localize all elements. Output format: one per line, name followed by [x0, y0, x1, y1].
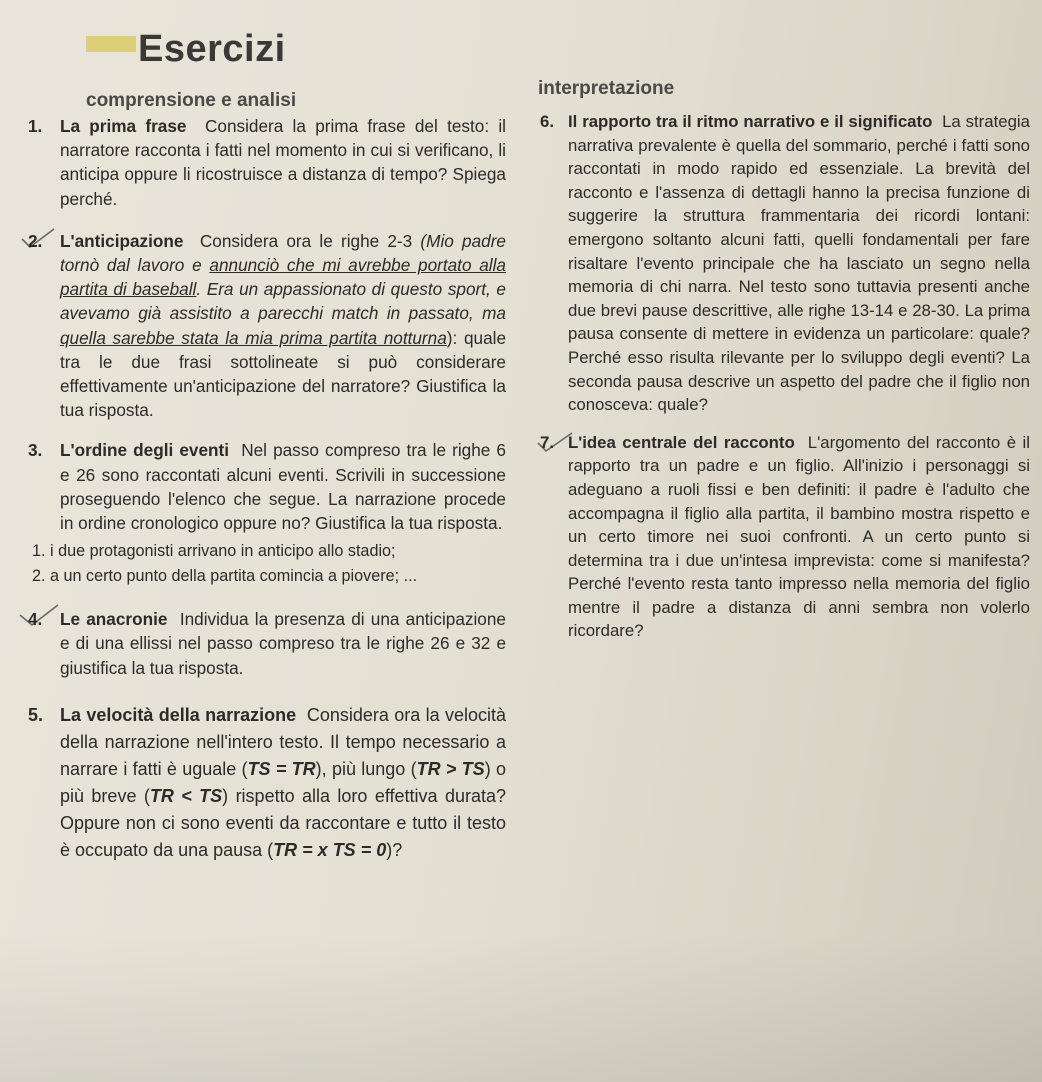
exercise-number: 1. [28, 116, 43, 136]
exercise-body: Considera la prima frase del testo: il narratore racconta i fatti nel momento in cui si verificano, li anticipa oppure li ricostruisce a distanza di tempo? Spiega perché. [60, 116, 506, 209]
formula-shorter: TR < TS [149, 785, 223, 806]
exercise-title: Le anacronie [60, 609, 168, 630]
section-comprensione: comprensione e analisi [86, 90, 297, 111]
exercise-number: 5. [28, 704, 44, 725]
exercise-6 [540, 110, 1030, 417]
page-shadow [0, 932, 1042, 1082]
section-interpretazione: interpretazione [538, 78, 675, 99]
title-highlight-bar [86, 36, 136, 52]
exercise-body: Individua la presenza di una anticipazione e di una ellissi nel passo compreso tra le righe 26 e 32 e giustifica la tua risposta. [60, 609, 506, 678]
exercise-body: ) o più breve ( [60, 758, 506, 806]
exercise-number: 4. [28, 609, 43, 630]
exercise-body: ), più lungo ( [315, 758, 417, 779]
formula-pause: TR = x TS = 0 [273, 839, 387, 860]
exercise-3 [28, 438, 506, 535]
exercise-number: 6. [540, 112, 554, 131]
exercise-body: Considera ora la velocità della narrazione nell'intero testo. Il tempo necessario a narrare i fatti è uguale ( [60, 704, 506, 779]
exercise-1 [28, 114, 506, 211]
quote-close: ) [446, 327, 453, 348]
event-list [32, 539, 506, 589]
exercise-intro: Considera ora le righe 2-3 [199, 230, 413, 251]
exercise-2 [28, 229, 506, 423]
right-column [540, 110, 1030, 655]
exercise-title: Il rapporto tra il ritmo narrativo e il significato [568, 112, 933, 131]
quote-open: (Mio padre tornò dal lavoro e [60, 230, 506, 276]
formula-longer: TR > TS [416, 758, 485, 779]
exercise-7 [540, 431, 1030, 643]
exercise-body: )? [386, 839, 403, 860]
exercise-body: La strategia narrativa prevalente è quella del sommario, perché i fatti sono raccontati in modo rapido ed essenziale. La brevità del racconto e l'assenza di dettagli hanno la precisa funzione di suggerire la struttura frammentaria dei ricordi lontani: emergono soltanto alcuni fatti, quelli fondamentali per fare risaltare l'evento principale che ha lasciato un segno nella memoria di chi narra. Nel testo sono tuttavia presenti anche due brevi pause descrittive, alle righe 13-14 e 28-30. La prima pausa consente di mettere in evidenza un particolare: quale? Perché esso risulta rilevante per lo sviluppo degli eventi? La seconda pausa descrive un aspetto del padre che il figlio non conosceva: quale? [568, 112, 1030, 415]
exercise-title: L'idea centrale del racconto [568, 432, 795, 452]
left-column [28, 114, 506, 876]
exercise-body: Nel passo compreso tra le righe 6 e 26 sono raccontati alcuni eventi. Scrivili in successione proseguendo l'elenco che segue. La narrazione procede in ordine cronologico oppure no? Giustifica la tua risposta. [60, 440, 506, 534]
exercise-4 [28, 607, 506, 680]
exercise-title: La velocità della narrazione [60, 704, 297, 725]
exercise-title: L'ordine degli eventi [60, 440, 230, 461]
exercise-5 [28, 702, 506, 864]
exercise-title: La prima frase [60, 116, 187, 136]
quote-middle: . Era un appassionato di questo sport, e avevamo già assistito a parecchi match in passato, ma [60, 279, 506, 324]
underlined-phrase-1: annunciò che mi avrebbe portato alla partita di baseball [60, 255, 506, 300]
formula-equal: TS = TR [247, 758, 316, 779]
exercise-body: : quale tra le due frasi sottolineate si può considerare effettivamente un'anticipazione del narratore? Giustifica la tua risposta. [60, 327, 507, 421]
exercise-body: L'argomento del racconto è il rapporto tra un padre e un figlio. All'inizio i personaggi si adeguano a ruoli fissi e ben definiti: il padre è l'adulto che accompagna il figlio alla partita, il bambino mostra rispetto e un certo timore nei suoi confronti. A un certo punto si determina tra i due un'intesa imprevista: come si manifesta? Perché l'evento resta tanto impresso nella memoria del figlio mentre il padre a distanza di anni sembra non volerlo ricordare? [568, 432, 1031, 641]
exercise-number: 3. [28, 440, 43, 461]
list-item: 2. a un certo punto della partita comincia a piovere; ... [32, 567, 418, 586]
exercise-body: ) rispetto alla loro effettiva durata? Oppure non ci sono eventi da raccontare e tutto il testo è occupato da una pausa ( [60, 785, 506, 860]
exercise-title: L'anticipazione [60, 230, 184, 251]
page-title: Esercizi [138, 28, 286, 70]
list-item: 1. i due protagonisti arrivano in anticipo allo stadio; [32, 542, 396, 561]
underlined-phrase-2: quella sarebbe stata la mia prima partita notturna [60, 327, 447, 348]
exercise-number: 7. [540, 432, 554, 452]
exercise-number: 2. [28, 230, 43, 251]
